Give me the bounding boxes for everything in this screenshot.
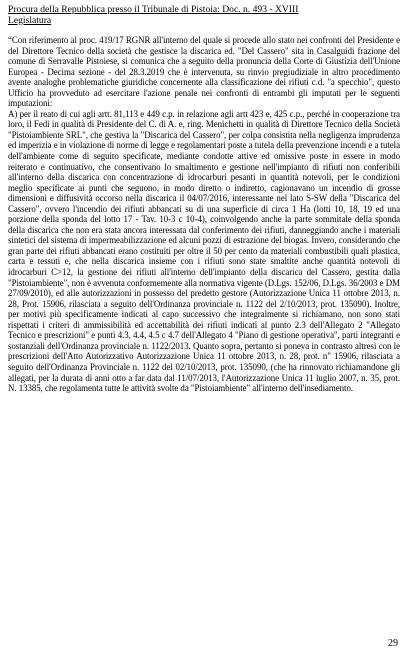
page-number: 29 [388, 638, 398, 649]
document-header-line-2: Legislatura [8, 15, 52, 26]
paragraph-intro: “Con riferimento al proc. 419/17 RGNR all'interno del quale si procede allo stato nei confronti del Presidente e del Direttore Tecnico della società che gestisce la discarica ed. "Del Cassero" sita in Casalguidi frazione del comune di Serravalle Pistoiese, si comunica che a seguito della pronuncia della Corte di Giustizia dell'Unione Europea - Decima sezione - del 28.3.2019 che è intervenuta, su rinvio pregiudiziale in altro procedimento avente analoghe problematiche giuridiche concernente alla classificazione dei rifiuti c.d. "a specchio", questo Ufficio ha provveduto ad esercitare l'azione penale nei confronti di entrambi gli imputati per le seguenti imputazioni: [8, 35, 400, 109]
document-body [8, 35, 400, 394]
document-header-line-1: Procura della Repubblica presso il Tribunale di Pistoia: Doc. n. 493 - XVIII [8, 4, 299, 15]
paragraph-charge-a: A) per il reato di cui agli artt. 81,113 e 449 c.p. in relazione agli artt 423 e, 425 c.p., perché in cooperazione tra loro, il Fedi in qualità di Presidente del C. di A. e, ring. Menichetti in qualità di Direttore Tecnico della Società "Pistoiambiente SRL", che gestiva la "Discarica del Cassero", per colpa consistita nella negligenza imprudenza ed imperizia e in violazione di norme di legge e regolamentari poste a tutela della prevenzione incendi e a tutela dell'ambiente come di seguito specificate, mediante condotte attive ed omissive poste in essere in modo reiterato e continuativo, che consentivano lo smaltimento e gestione nell'impianto di rifiuti non conferibili all'interno della discarica con concentrazione di idrocarburi pesanti in quantità notevoli, per le condizioni meglio specificate ai punti che seguono, in modo diretto o indiretto, cagionavano un incendio di grosse dimensioni e diffusività occorso nella discarica il 04/07/2016, interessante nel lato S-SW della "Discarica del Cassero", ovvero l'incendio dei rifiuti abbancati su di una superficie di circa 1 Ha (lotti 10, 18, 19 ed una porzione della sponda del lotto 17 - Tav. 10-3 c 10-4), coinvolgendo anche la parte sommitale della sponda della discarica che non era stata ancora interessata dal conferimento dei rifiuti, danneggiando anche i materiali sintetici del sistema di impermeabilizzazione ed alcuni pozzi di estrazione del biogas. Invero, considerando che gran parte dei rifiuti abbancati erano costituiti per oltre il 50 per cento da materiali combustibili quali plastica, carta e tessuti e, che nella discarica insieme con i rifiuti sono state smaltite anche quantità notevoli di idrocarburi C>12, la gestione dei rifiuti all'interno dell'impianto della discarica del Cassero, gestita dalla "Pistoiambiente", non è avvenuta conformemente alla normativa vigente (D.Lgs. 152/06, D.Lgs. 36/2003 e DM 27/09/2010), ed alle autorizzazioni in possesso del predetto gestore (Autorizzazione Unica 11 ottobre 2013, n. 28, Prot. 15906, rilasciata a seguito dell'Ordinanza provinciale n. 1122 del 2/10/2013, prot. 135090). Inoltre, per motivi più specificamente indicati al capo successivo che integralmente si richiamano, non sono stati rispettati i criteri di ammissibilità ed accettabilità dei rifiuti indicati al punto 2.3 dell'Allegato 2 "Allegato Tecnico e prescrizioni" e punti 4.3, 4.4, 4.5 c 4.7 dell'Allegato 4 "Piano di gestione operativa", parti integranti e sostanziali dell'Ordinanza provinciale n. 1122/2013. Quanto sopra, pertanto si poneva in contrasto altresì con le prescrizioni dell'Atto Autorizzativo Autorizzazione Unica 11 ottobre 2013, n. 28, prot. n" 15906, rilasciata a seguito dell'Ordinanza Provinciale n. 1122 del 02/10/2013, prot. 135090, (che ha rinnovato richiamandone gli allegati, per la durata di anni otto a far data dal 11/07/2013, l'Autorizzazione Unica 11 luglio 2007, n. 35, prot. N. 13385, che regolamenta tutte le attività svolte da "Pistoiambiente" all'interno dell'insediamento. [8, 108, 400, 394]
